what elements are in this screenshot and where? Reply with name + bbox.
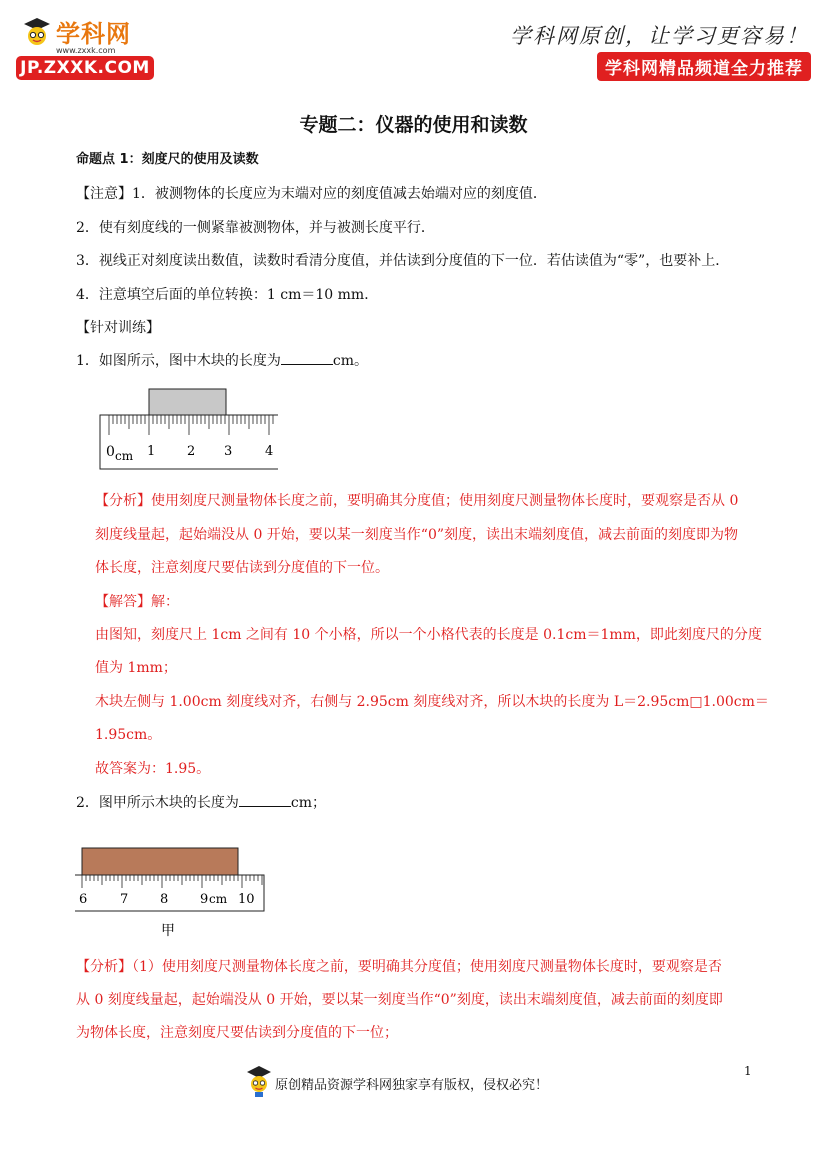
question-2-suffix: cm； — [290, 795, 327, 811]
logo-url: www.zxxk.com — [56, 46, 116, 55]
mascot-icon — [20, 15, 54, 49]
note-1: 【注意】1．被测物体的长度应为末端对应的刻度值减去始端对应的刻度值． — [76, 186, 547, 202]
ruler-figure-2 — [72, 845, 272, 940]
training-heading: 【针对训练】 — [76, 320, 160, 336]
ruler-label-3: 3 — [224, 444, 233, 459]
ruler-ticks — [109, 415, 273, 435]
ruler-label-0: 0 — [106, 444, 115, 460]
ruler-label-10: 10 — [238, 892, 255, 907]
note-2: 2．使有刻度线的一侧紧靠被测物体，并与被测长度平行． — [76, 220, 435, 236]
analysis-2-line-2: 从 0 刻度线量起，起始端没从 0 开始，要以某一刻度当作“0”刻度，读出末端刻度值，减去前面的刻度即 — [76, 992, 723, 1008]
footer-copyright: 原创精品资源学科网独家享有版权，侵权必究！ — [275, 1078, 549, 1093]
header-logo — [14, 10, 164, 84]
ruler-unit: cm — [115, 449, 134, 463]
ruler-label-9: 9 — [200, 892, 209, 907]
ruler-label-7: 7 — [120, 892, 129, 907]
question-1 — [76, 350, 368, 371]
logo-name: 学科网 — [56, 20, 131, 48]
answer-line-2: 值为 1mm； — [95, 660, 177, 676]
analysis-2-line-3: 为物体长度，注意刻度尺要估读到分度值的下一位； — [76, 1025, 398, 1041]
ruler-label-8: 8 — [160, 892, 169, 907]
logo-badge: JP.ZXXK.COM — [16, 56, 154, 80]
ruler-body — [75, 875, 264, 911]
answer-line-5: 故答案为：1.95。 — [95, 761, 211, 777]
answer-line-3: 木块左侧与 1.00cm 刻度线对齐，右侧与 2.95cm 刻度线对齐，所以木块的长度为 L＝2.95cm□1.00cm＝ — [95, 694, 769, 710]
answer-line-4: 1.95cm。 — [95, 727, 162, 743]
ruler-label-1: 1 — [147, 444, 156, 459]
analysis-1-line-3: 体长度，注意刻度尺要估读到分度值的下一位。 — [95, 560, 389, 576]
ruler-ticks — [82, 875, 262, 888]
ruler-label-4: 4 — [265, 444, 274, 459]
page-title: 专题二：仪器的使用和读数 — [299, 114, 528, 136]
answer-label: 【解答】解： — [95, 594, 179, 610]
slogan-badge: 学科网精品频道全力推荐 — [597, 52, 811, 81]
footer-mascot-icon — [244, 1064, 274, 1098]
figure-caption: 甲 — [161, 923, 175, 939]
analysis-1-line-2: 刻度线量起，起始端没从 0 开始，要以某一刻度当作“0”刻度，读出末端刻度值，减去前面的刻度即为物 — [95, 527, 739, 543]
analysis-1-line-1: 【分析】使用刻度尺测量物体长度之前，要明确其分度值；使用刻度尺测量物体长度时，要观察是否从 0 — [95, 493, 739, 509]
answer-blank — [239, 792, 291, 807]
wood-block — [149, 389, 226, 415]
question-2-prefix: 2．图甲所示木块的长度为 — [76, 795, 239, 811]
analysis-2-line-1: 【分析】（1）使用刻度尺测量物体长度之前，要明确其分度值；使用刻度尺测量物体长度时，要观察是否 — [76, 959, 722, 975]
question-1-suffix: cm。 — [332, 353, 369, 369]
ruler-figure-1 — [95, 385, 285, 470]
answer-blank — [281, 350, 333, 365]
note-3: 3．视线正对刻度读出数值，读数时看清分度值，并估读到分度值的下一位．若估读值为“零”，也要补上． — [76, 253, 730, 269]
wood-block — [82, 848, 238, 875]
section-heading: 命题点 1：刻度尺的使用及读数 — [76, 152, 259, 167]
ruler-label-2: 2 — [187, 444, 196, 459]
ruler-unit: cm — [209, 892, 228, 906]
note-4: 4．注意填空后面的单位转换：1 cm＝10 mm． — [76, 287, 379, 303]
slogan: 学科网原创，让学习更容易！ — [510, 24, 809, 48]
question-2 — [76, 792, 326, 813]
page-number: 1 — [744, 1064, 752, 1078]
ruler-label-6: 6 — [79, 892, 88, 907]
answer-line-1: 由图知，刻度尺上 1cm 之间有 10 个小格，所以一个小格代表的长度是 0.1cm＝1mm，即此刻度尺的分度 — [95, 627, 762, 643]
question-1-prefix: 1．如图所示，图中木块的长度为 — [76, 353, 281, 369]
